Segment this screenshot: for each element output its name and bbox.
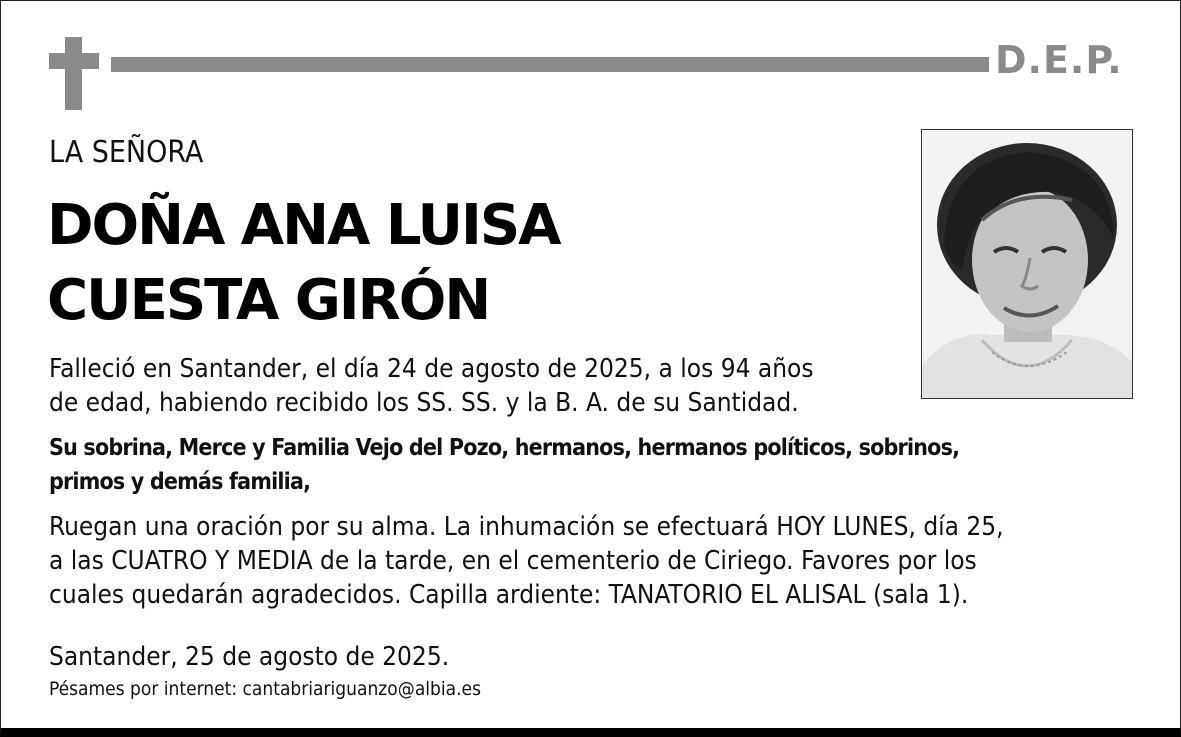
request-line-2: a las CUATRO Y MEDIA de la tarde, en el cementerio de Ciriego. Favores por los [49, 546, 977, 576]
deceased-name-line-2: CUESTA GIRÓN [47, 268, 490, 333]
death-details-line-2: de edad, habiendo recibido los SS. SS. y la B. A. de su Santidad. [49, 388, 799, 418]
request-line-1: Ruegan una oración por su alma. La inhumación se efectuará HOY LUNES, día 25, [49, 512, 1004, 542]
dep-heading: D.E.P. [995, 38, 1123, 82]
portrait-illustration [922, 130, 1132, 398]
cross-icon [65, 37, 82, 110]
family-line-2: primos y demás familia, [49, 469, 311, 495]
header-rule [111, 57, 989, 72]
cross-icon-bar [49, 53, 99, 69]
honorific: LA SEÑORA [49, 135, 204, 170]
condolences-note: Pésames por internet: cantabriariguanzo@albia.es [49, 678, 481, 700]
request-line-3: cuales quedarán agradecidos. Capilla ardiente: TANATORIO EL ALISAL (sala 1). [49, 580, 969, 610]
place-date: Santander, 25 de agosto de 2025. [49, 642, 450, 672]
family-line-1: Su sobrina, Merce y Familia Vejo del Pozo, hermanos, hermanos políticos, sobrinos, [49, 435, 960, 461]
death-details-line-1: Falleció en Santander, el día 24 de agosto de 2025, a los 94 años [49, 354, 814, 384]
portrait-photo [921, 129, 1133, 399]
deceased-name-line-1: DOÑA ANA LUISA [47, 193, 560, 258]
